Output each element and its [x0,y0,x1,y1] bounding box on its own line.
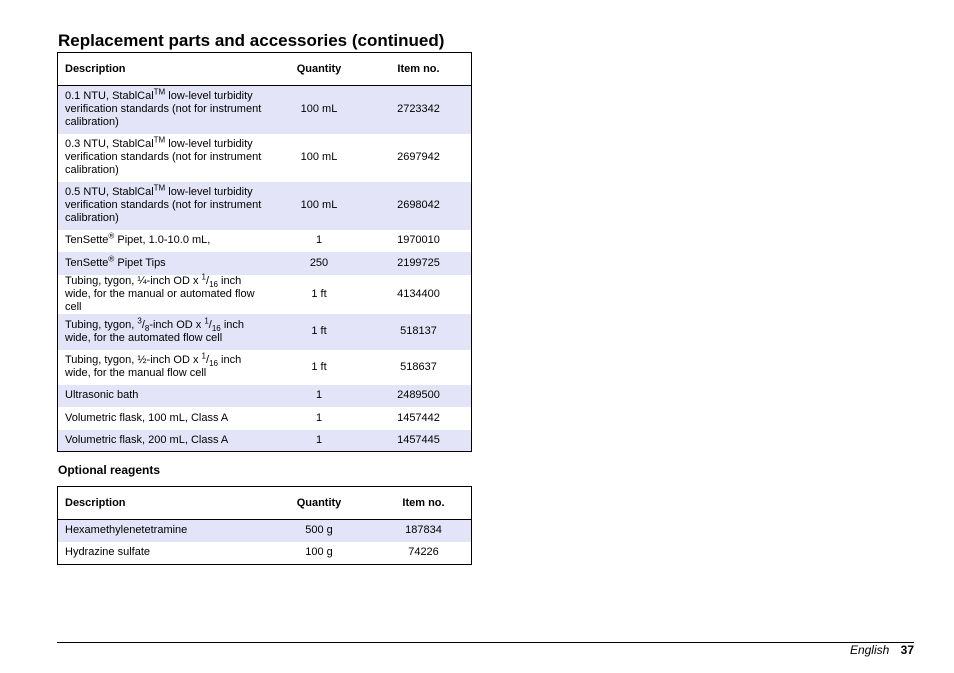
table-row [58,542,472,565]
optional-reagents-heading: Optional reagents [58,463,161,477]
row-item-no: 518137 [366,314,472,350]
row-description: Hydrazine sulfate [65,546,150,559]
table-row [58,86,472,134]
row-quantity: 100 mL [300,151,338,163]
row-item-no: 2698042 [366,182,472,230]
row-item-no: 2199725 [366,252,472,275]
row-description: TenSette® Pipet Tips [58,252,273,275]
table-row [58,520,472,542]
row-quantity: 1 ft [311,287,327,300]
page-number: 37 [900,643,914,657]
row-description: 0.1 NTU, StablCal™ low-level turbidity verification standards (not for instrument calibration) [58,86,273,134]
row-item-no: 2489500 [366,385,472,407]
row-item-no: 4134400 [397,287,440,300]
row-quantity: 100 g [305,546,333,559]
column-header-item-no: Item no. [366,53,472,86]
row-item-no: 187834 [376,520,472,542]
row-quantity: 100 mL [272,182,366,230]
row-description: Tubing, tygon, ¼-inch OD x $^1/_{16}$ inch wide, for the manual or automated flow cell [65,271,255,313]
row-quantity: 1 [315,234,323,246]
row-quantity: 250 [272,252,366,275]
table-row [58,350,472,385]
footer-divider [57,642,914,643]
row-description: TenSette® Pipet, 1.0-10.0 mL, [65,231,211,246]
row-quantity: 1 [272,430,366,452]
row-item-no: 1970010 [397,234,440,246]
table-row [58,134,472,182]
column-header-quantity: Quantity [272,53,366,86]
row-item-no: 74226 [408,546,439,559]
table-header-row [58,53,472,86]
page-title: Replacement parts and accessories (continued) [58,31,445,50]
column-header-description: Description [58,487,263,520]
row-quantity: 500 g [262,520,376,542]
row-description: Volumetric flask, 200 mL, Class A [58,430,273,452]
page-footer [850,643,914,657]
column-header-item-no: Item no. [376,487,472,520]
row-item-no: 518637 [400,360,437,373]
table-row [58,385,472,407]
row-quantity: 1 ft [311,360,327,373]
row-quantity: 100 mL [272,86,366,134]
table-row [58,314,472,350]
row-description: 0.5 NTU, StablCal™ low-level turbidity verification standards (not for instrument calibration) [58,182,273,230]
table-row [58,182,472,230]
row-quantity: 1 ft [272,314,366,350]
row-item-no: 1457442 [397,411,440,424]
row-item-no: 1457445 [366,430,472,452]
row-description: Hexamethylenetetramine [58,520,263,542]
row-description: Tubing, tygon, ½-inch OD x $^1/_{16}$ inch wide, for the manual flow cell [65,351,242,379]
row-description: 0.3 NTU, StablCal™ low-level turbidity verification standards (not for instrument calibration) [65,135,262,176]
row-item-no: 2697942 [397,151,440,163]
row-item-no: 2723342 [366,86,472,134]
row-description: Volumetric flask, 100 mL, Class A [65,411,229,424]
optional-reagents-table [57,486,472,565]
column-header-description: Description [58,53,273,86]
column-header-quantity: Quantity [262,487,376,520]
row-description: Ultrasonic bath [58,385,273,407]
table-row [58,252,472,275]
table-row [58,275,472,314]
footer-language: English [849,643,890,657]
table-row [58,230,472,252]
replacement-parts-table [57,52,472,452]
table-header-row [58,487,472,520]
table-row [58,407,472,430]
row-quantity: 1 [272,385,366,407]
row-description: Tubing, tygon, $^3/_8$-inch OD x $^1/_{16}$ inch wide, for the automated flow cell [58,314,273,350]
row-quantity: 1 [315,411,323,424]
table-row [58,430,472,452]
